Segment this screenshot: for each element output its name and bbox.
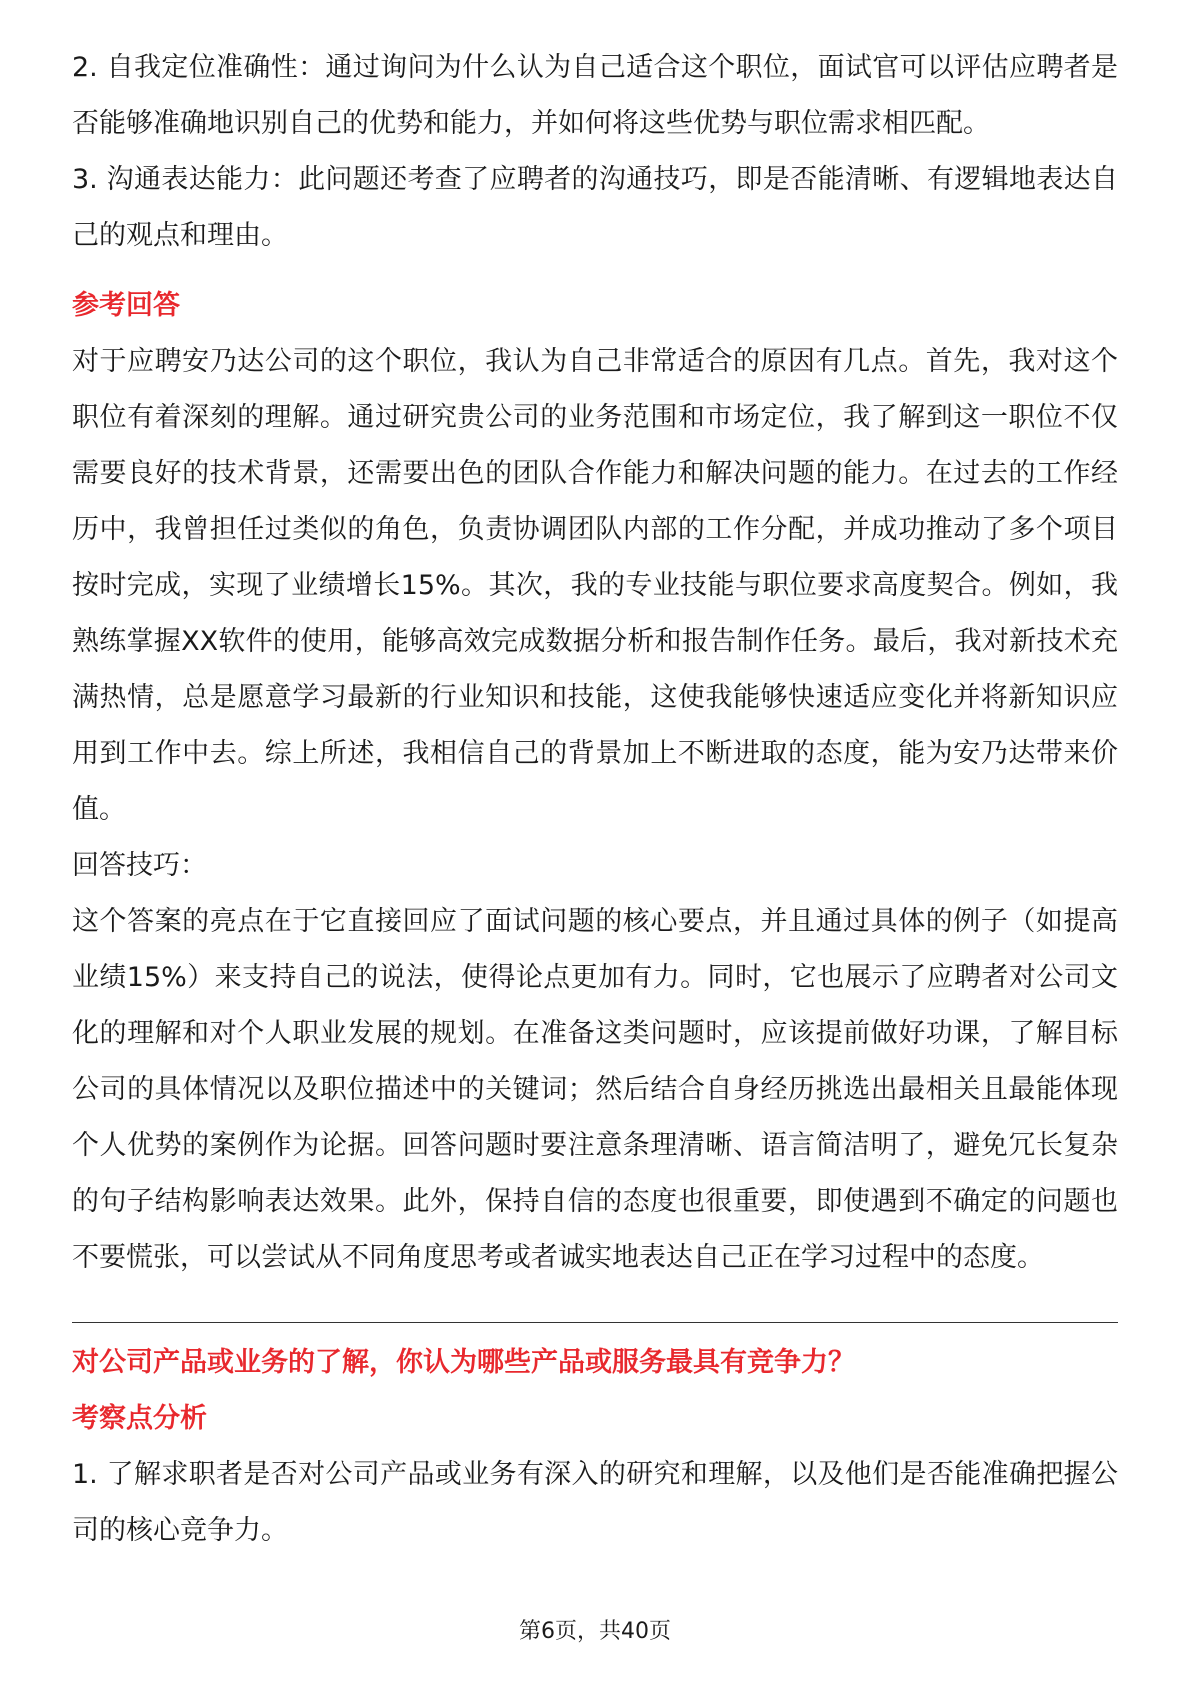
section-divider xyxy=(72,1322,1118,1323)
reference-answer-heading: 参考回答 xyxy=(72,290,180,321)
reference-answer-text: 对于应聘安乃达公司的这个职位，我认为自己非常适合的原因有几点。首先，我对这个职位有着深刻的理解。通过研究贵公司的业务范围和市场定位，我了解到这一职位不仅需要良好的技术背景，还需要出色的团队合作能力和解决问题的能力。在过去的工作经历中，我曾担任过类似的角色，负责协调团队内部的工作分配，并成功推动了多个项目按时完成，实现了业绩增长15%。其次，我的专业技能与职位要求高度契合。例如，我熟练掌握XX软件的使用，能够高效完成数据分析和报告制作任务。最后，我对新技术充满热情，总是愿意学习最新的行业知识和技能，这使我能够快速适应变化并将新知识应用到工作中去。综上所述，我相信自己的背景加上不断进取的态度，能为安乃达带来价值。 xyxy=(72,346,1118,825)
analysis-heading: 考察点分析 xyxy=(72,1403,207,1434)
point-2-self-positioning: 2. 自我定位准确性：通过询问为什么认为自己适合这个职位，面试官可以评估应聘者是否能够准确地识别自己的优势和能力，并如何将这些优势与职位需求相匹配。 xyxy=(72,52,1118,139)
point-1-product-understanding: 1. 了解求职者是否对公司产品或业务有深入的研究和理解，以及他们是否能准确把握公司的核心竞争力。 xyxy=(72,1459,1118,1546)
page-number-footer: 第6页，共40页 xyxy=(519,1619,671,1644)
point-3-communication: 3. 沟通表达能力：此问题还考查了应聘者的沟通技巧，即是否能清晰、有逻辑地表达自己的观点和理由。 xyxy=(72,164,1118,251)
answer-tips-text: 这个答案的亮点在于它直接回应了面试问题的核心要点，并且通过具体的例子（如提高业绩15%）来支持自己的说法，使得论点更加有力。同时，它也展示了应聘者对公司文化的理解和对个人职业发展的规划。在准备这类问题时，应该提前做好功课，了解目标公司的具体情况以及职位描述中的关键词；然后结合自身经历挑选出最相关且最能体现个人优势的案例作为论据。回答问题时要注意条理清晰、语言简洁明了，避免冗长复杂的句子结构影响表达效果。此外，保持自信的态度也很重要，即使遇到不确定的问题也不要慌张，可以尝试从不同角度思考或者诚实地表达自己正在学习过程中的态度。 xyxy=(72,906,1118,1273)
question-heading: 对公司产品或业务的了解，你认为哪些产品或服务最具有竞争力？ xyxy=(72,1347,855,1378)
answer-tips-label: 回答技巧： xyxy=(72,850,207,881)
document-page xyxy=(72,40,1118,1559)
